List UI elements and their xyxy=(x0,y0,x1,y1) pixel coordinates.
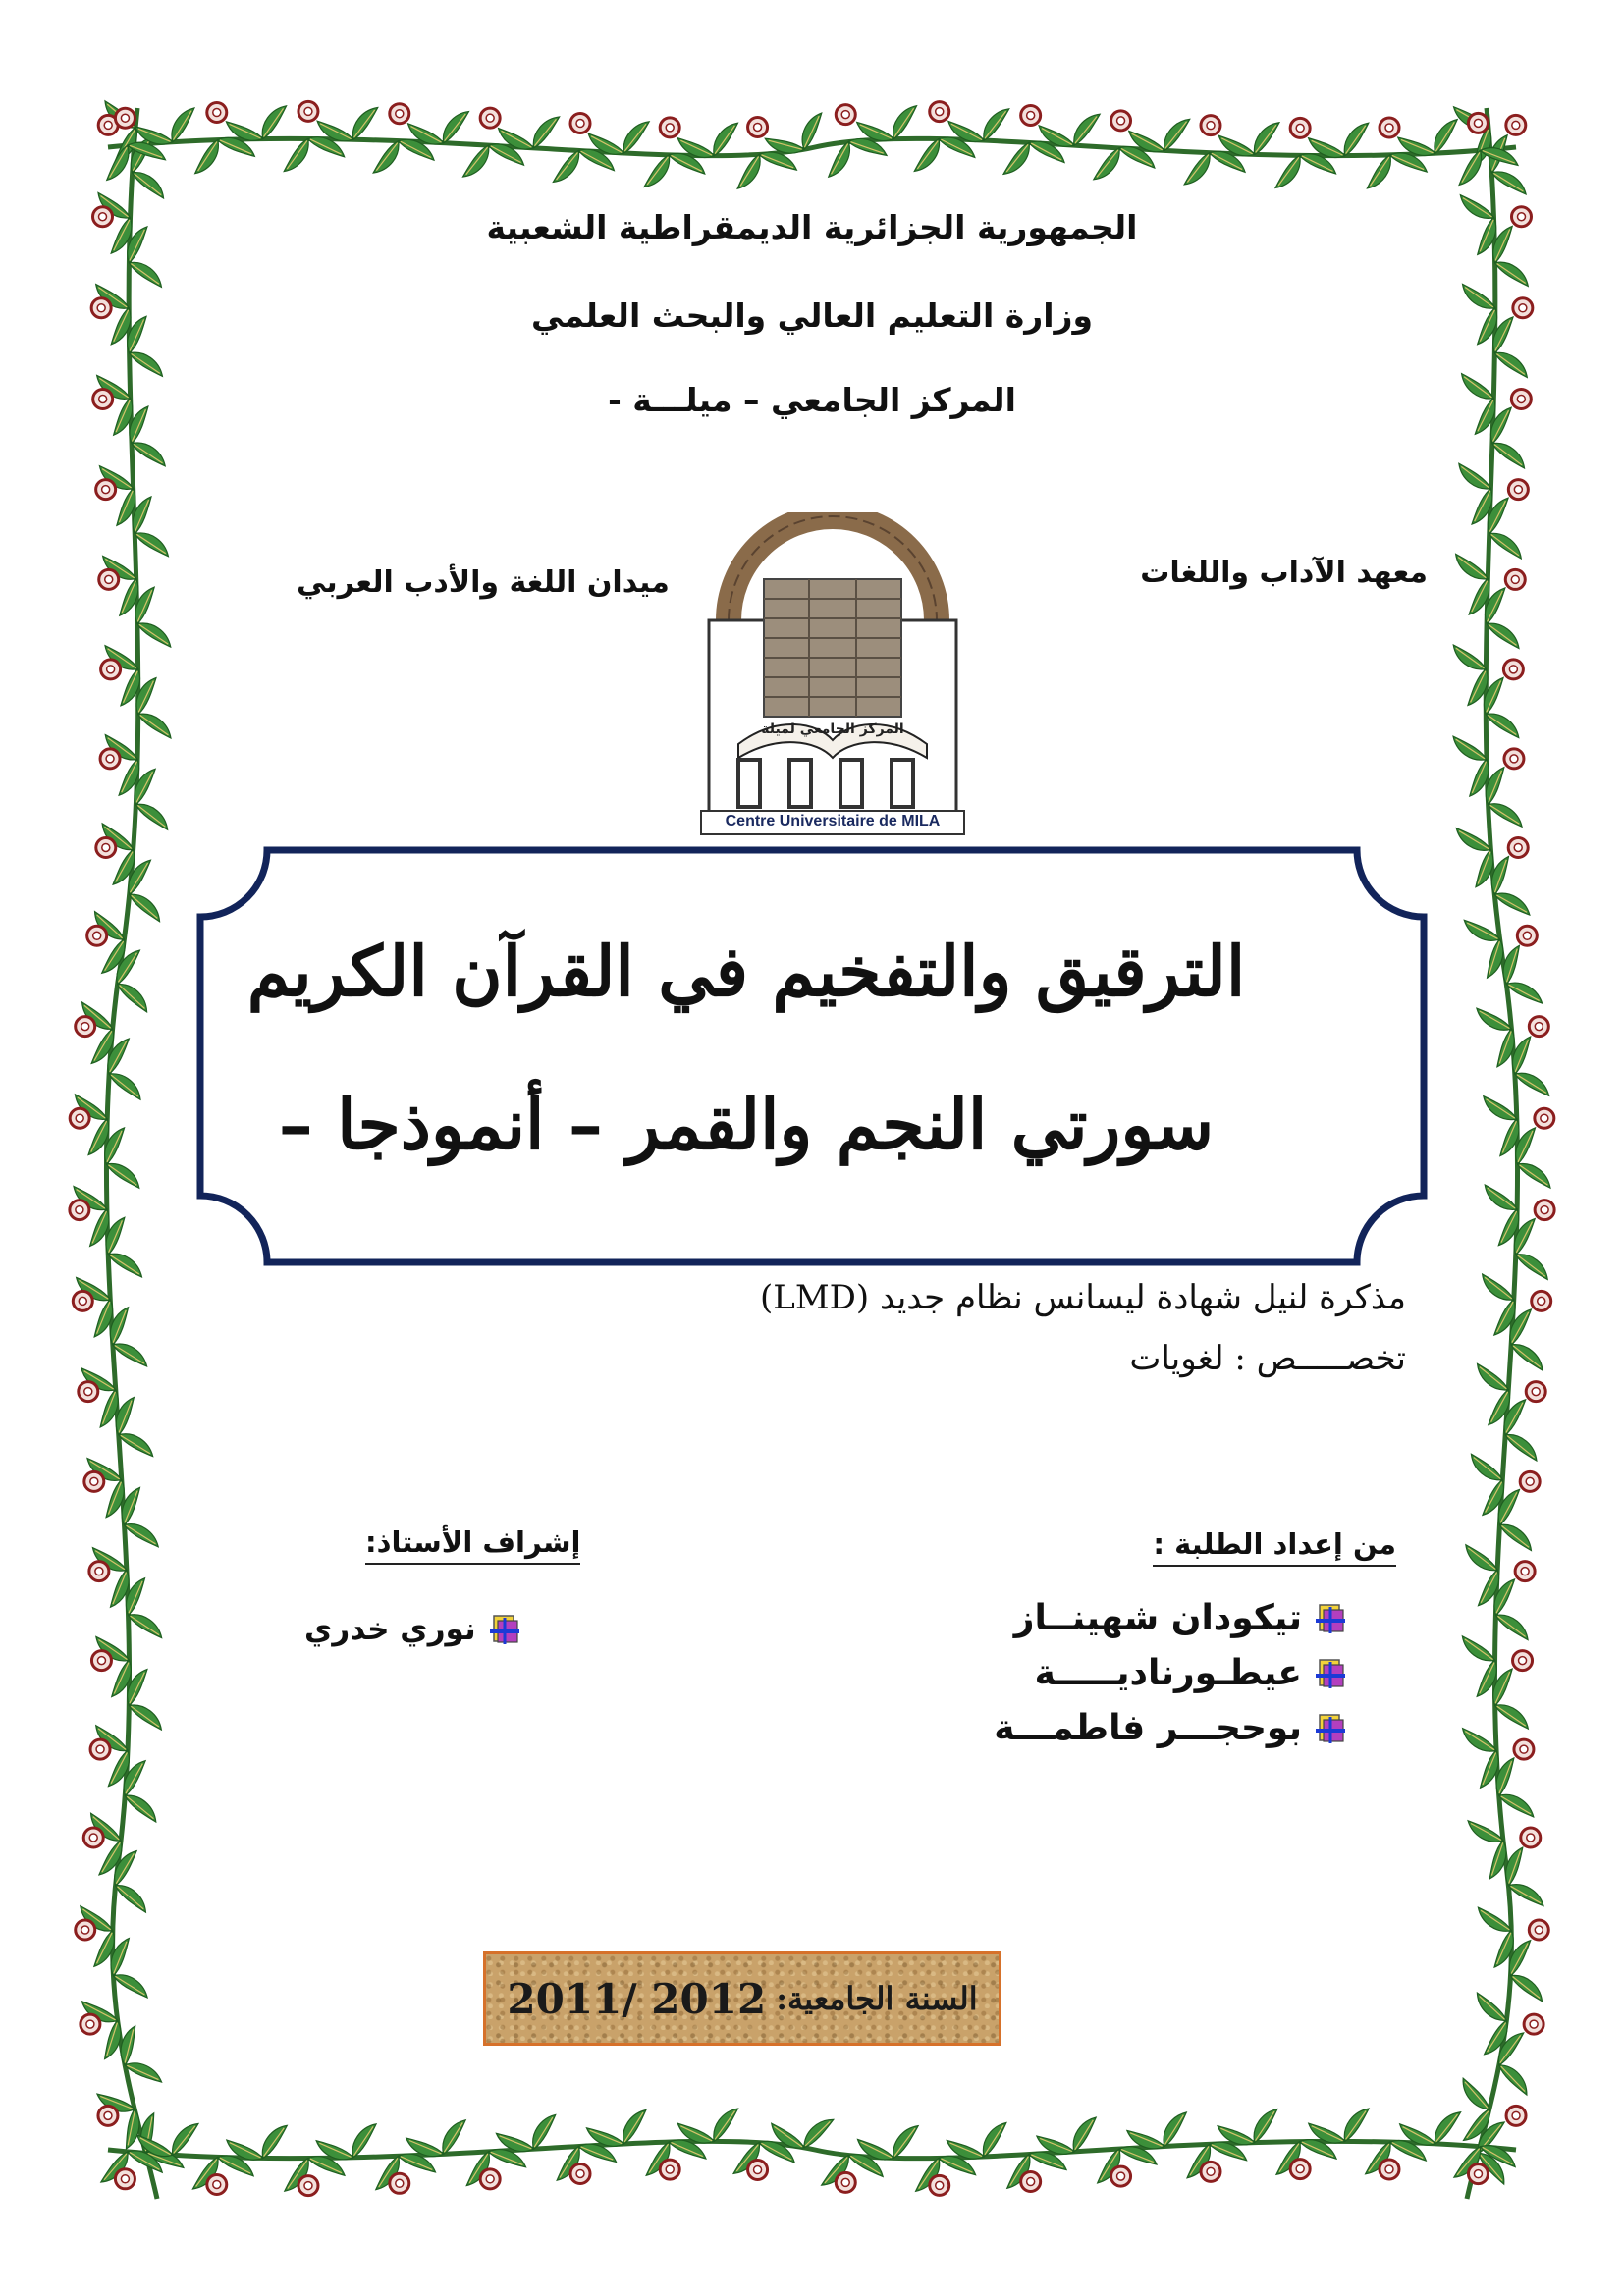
book-bullet-icon xyxy=(1314,1657,1347,1690)
specialty-line: تخصـــــص : لغويات xyxy=(1129,1339,1406,1378)
logo-caption: Centre Universitaire de MILA xyxy=(725,813,941,829)
supervisor-name: نوري خدري xyxy=(304,1612,476,1647)
book-bullet-icon xyxy=(488,1613,521,1646)
student-name: عيطـورناديـــــة xyxy=(1034,1653,1302,1693)
logo-inner-text: المركز الجامعي لميلة xyxy=(761,721,904,737)
student-name: بوحجـــر فاطمـــة xyxy=(994,1708,1302,1748)
student-name-row xyxy=(1035,1653,1347,1693)
country-name: الجمهورية الجزائرية الديمقراطية الشعبية xyxy=(486,208,1138,246)
university-name: المركز الجامعي – ميلـــة - xyxy=(608,381,1016,419)
book-bullet-icon xyxy=(1314,1602,1347,1635)
field-label: ميدان اللغة والأدب العربي xyxy=(297,565,670,600)
institute-label: معهد الآداب واللغات xyxy=(1140,556,1428,590)
student-name-row xyxy=(1014,1598,1347,1638)
student-name: تيكودان شهينــاز xyxy=(1013,1598,1302,1638)
supervisor-name-row xyxy=(304,1612,521,1647)
academic-year-value: 2011/ 2012 xyxy=(507,1974,767,2023)
thesis-title-line2: سورتي النجم والقمر – أنموذجا – xyxy=(278,1084,1215,1165)
university-logo xyxy=(699,512,966,836)
book-bullet-icon xyxy=(1314,1712,1347,1745)
thesis-title-line1: الترقيق والتفخيم في القرآن الكريم xyxy=(246,931,1246,1012)
student-name-row xyxy=(994,1708,1347,1748)
ministry-name: وزارة التعليم العالي والبحث العلمي xyxy=(530,296,1094,335)
title-frame xyxy=(196,846,1428,1266)
academic-year-label: السنة الجامعية: xyxy=(776,1980,978,2017)
degree-line: مذكرة لنيل شهادة ليسانس نظام جديد (LMD) xyxy=(759,1278,1406,1317)
academic-year-box xyxy=(483,1951,1001,2046)
students-heading: من إعداد الطلبة : xyxy=(1153,1527,1396,1567)
supervisor-heading: إشراف الأستاذ: xyxy=(365,1525,580,1565)
